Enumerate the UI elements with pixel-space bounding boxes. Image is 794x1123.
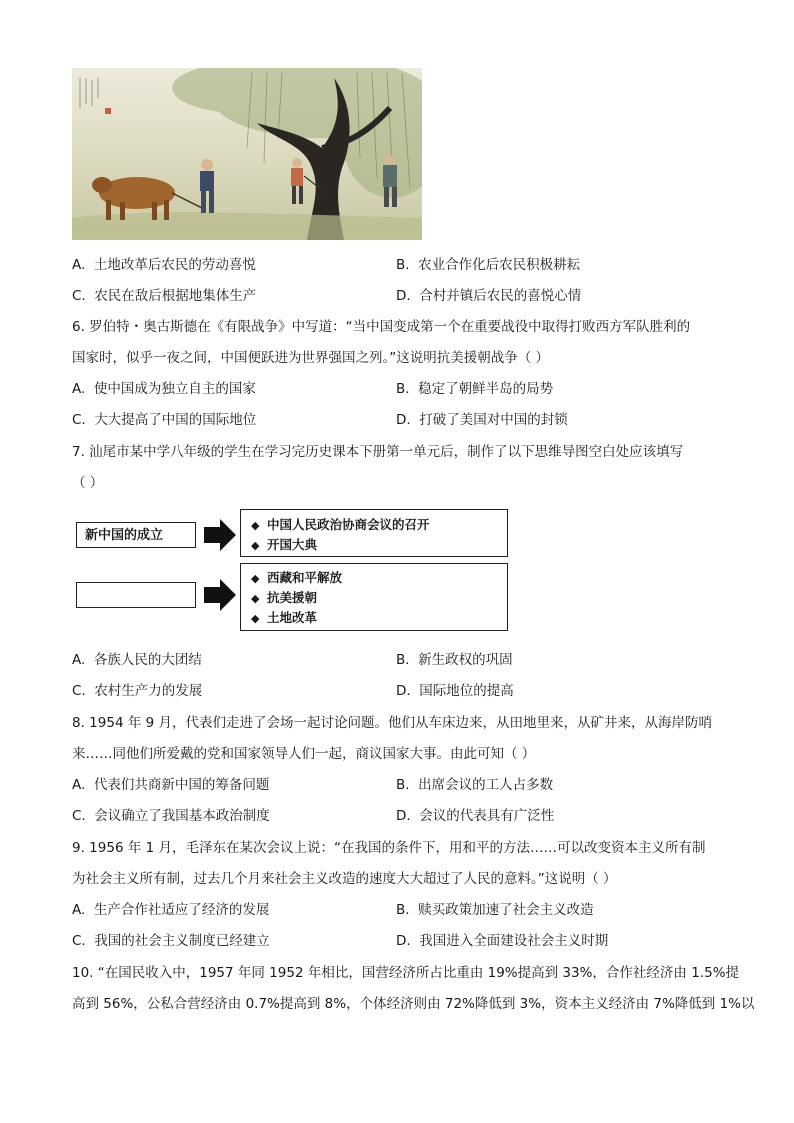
right-arrow-icon — [204, 519, 236, 551]
q7-option-d: D. 国际地位的提高 — [396, 683, 514, 699]
mindmap-item: ◆ 中国人民政治协商会议的召开 — [251, 517, 430, 532]
q7-stem-line1: 7. 汕尾市某中学八年级的学生在学习完历史课本下册第一单元后，制作了以下思维导图空白处应该填写 — [72, 444, 684, 460]
q9-option-a: A. 生产合作社适应了经济的发展 — [72, 902, 270, 918]
q8-option-b: B. 出席会议的工人占多数 — [396, 777, 554, 793]
q6-option-b: B. 稳定了朝鲜半岛的局势 — [396, 381, 554, 397]
farming-painting-illustration — [72, 68, 422, 240]
q7-stem-line2: （ ） — [72, 475, 104, 491]
mindmap-row1-list — [240, 509, 508, 557]
q9-option-d: D. 我国进入全面建设社会主义时期 — [396, 933, 609, 949]
mindmap-item: ◆ 西藏和平解放 — [251, 570, 343, 585]
q7-mindmap — [72, 505, 512, 635]
q5-option-c: C. 农民在敌后根据地集体生产 — [72, 288, 257, 304]
q9-stem-line2: 为社会主义所有制，过去几个月来社会主义改造的速度大大超过了人民的意料。”这说明（ ） — [72, 871, 617, 887]
q8-stem-line1: 8. 1954 年 9 月，代表们走进了会场一起讨论问题。他们从车床边来，从田地里来，从矿井来，从海岸防哨 — [72, 715, 712, 731]
mindmap-box-new-china: 新中国的成立 — [76, 522, 196, 548]
q6-option-d: D. 打破了美国对中国的封锁 — [396, 412, 568, 428]
q6-option-c: C. 大大提高了中国的国际地位 — [72, 412, 257, 428]
q8-option-d: D. 会议的代表具有广泛性 — [396, 808, 555, 824]
q7-option-c: C. 农村生产力的发展 — [72, 683, 203, 699]
mindmap-item: ◆ 抗美援朝 — [251, 590, 318, 605]
q5-option-b: B. 农业合作化后农民积极耕耘 — [396, 257, 581, 273]
q9-option-b: B. 赎买政策加速了社会主义改造 — [396, 902, 594, 918]
q10-stem-line1: 10. “在国民收入中，1957 年同 1952 年相比，国营经济所占比重由 19%提高到 33%，合作社经济由 1.5%提 — [72, 965, 740, 981]
q8-stem-line2: 来……同他们所爱戴的党和国家领导人们一起，商议国家大事。由此可知（ ） — [72, 746, 536, 762]
farming-painting-image — [72, 68, 422, 240]
q8-option-c: C. 会议确立了我国基本政治制度 — [72, 808, 270, 824]
q10-stem-line2: 高到 56%，公私合营经济由 0.7%提高到 8%，个体经济则由 72%降低到 3%，资本主义经济由 7%降低到 1%以 — [72, 996, 755, 1012]
q5-option-d: D. 合村并镇后农民的喜悦心情 — [396, 288, 582, 304]
q9-stem-line1: 9. 1956 年 1 月，毛泽东在某次会议上说：“在我国的条件下，用和平的方法……可以改变资本主义所有制 — [72, 840, 706, 856]
q7-option-a: A. 各族人民的大团结 — [72, 652, 202, 668]
mindmap-item: ◆ 土地改革 — [251, 610, 318, 625]
q6-option-a: A. 使中国成为独立自主的国家 — [72, 381, 256, 397]
mindmap-blank-box — [76, 582, 196, 608]
mindmap-item: ◆ 开国大典 — [251, 537, 318, 552]
q9-option-c: C. 我国的社会主义制度已经建立 — [72, 933, 270, 949]
mindmap-row2-list — [240, 563, 508, 631]
q6-stem-line2: 国家时，似乎一夜之间，中国便跃进为世界强国之列。”这说明抗美援朝战争（ ） — [72, 350, 550, 366]
q7-option-b: B. 新生政权的巩固 — [396, 652, 513, 668]
q8-option-a: A. 代表们共商新中国的筹备问题 — [72, 777, 270, 793]
right-arrow-icon — [204, 579, 236, 611]
q5-option-a: A. 土地改革后农民的劳动喜悦 — [72, 257, 256, 273]
q6-stem-line1: 6. 罗伯特・奥古斯德在《有限战争》中写道：“当中国变成第一个在重要战役中取得打败西方军队胜利的 — [72, 319, 691, 335]
